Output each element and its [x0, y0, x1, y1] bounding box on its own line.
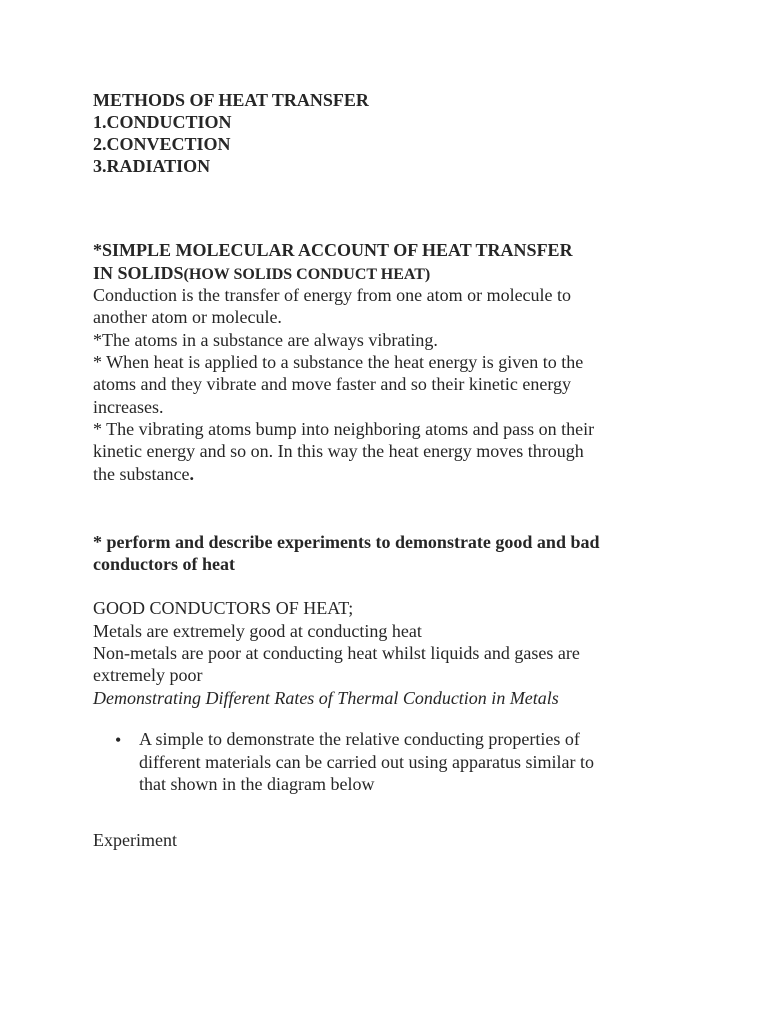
- bullet-line: that shown in the diagram below: [139, 774, 375, 794]
- section1-heading-main: IN SOLIDS: [93, 263, 184, 283]
- section2-heading-line1: * perform and describe experiments to demonstrate good and bad: [93, 532, 600, 552]
- section1-heading-small: (HOW SOLIDS CONDUCT HEAT): [183, 266, 431, 283]
- section1-line: * When heat is applied to a substance the heat energy is given to the: [93, 352, 584, 372]
- section1-line: * The vibrating atoms bump into neighboring atoms and pass on their: [93, 419, 595, 439]
- doc-title: METHODS OF HEAT TRANSFER: [93, 90, 369, 110]
- section3-line: Non-metals are poor at conducting heat whilst liquids and gases are: [93, 643, 580, 663]
- method-conduction: 1.CONDUCTION: [93, 112, 232, 132]
- bullet-icon: •: [115, 730, 122, 750]
- section3-italic-subtitle: Demonstrating Different Rates of Thermal Conduction in Metals: [93, 688, 559, 708]
- section1-line: kinetic energy and so on. In this way the heat energy moves through: [93, 441, 584, 461]
- section1-last-period: .: [189, 464, 194, 484]
- method-convection: 2.CONVECTION: [93, 134, 231, 154]
- section3-line: extremely poor: [93, 665, 203, 685]
- section1-heading-line1: *SIMPLE MOLECULAR ACCOUNT OF HEAT TRANSFER: [93, 240, 573, 260]
- section1-line: *The atoms in a substance are always vibrating.: [93, 330, 438, 350]
- section2-heading-line2: conductors of heat: [93, 554, 235, 574]
- section1-line: another atom or molecule.: [93, 307, 282, 327]
- section1-line: Conduction is the transfer of energy from one atom or molecule to: [93, 285, 572, 305]
- section3-line: Metals are extremely good at conducting heat: [93, 621, 422, 641]
- experiment-label: Experiment: [93, 830, 177, 850]
- section1-heading-line2: [93, 262, 430, 286]
- method-radiation: 3.RADIATION: [93, 156, 211, 176]
- section1-last-line: [93, 463, 194, 485]
- section1-line: increases.: [93, 397, 164, 417]
- section1-line: atoms and they vibrate and move faster and so their kinetic energy: [93, 374, 572, 394]
- bullet-line: different materials can be carried out using apparatus similar to: [139, 752, 595, 772]
- section1-last-text: the substance: [93, 464, 190, 484]
- bullet-line: A simple to demonstrate the relative conducting properties of: [139, 729, 580, 749]
- section3-title: GOOD CONDUCTORS OF HEAT;: [93, 598, 354, 618]
